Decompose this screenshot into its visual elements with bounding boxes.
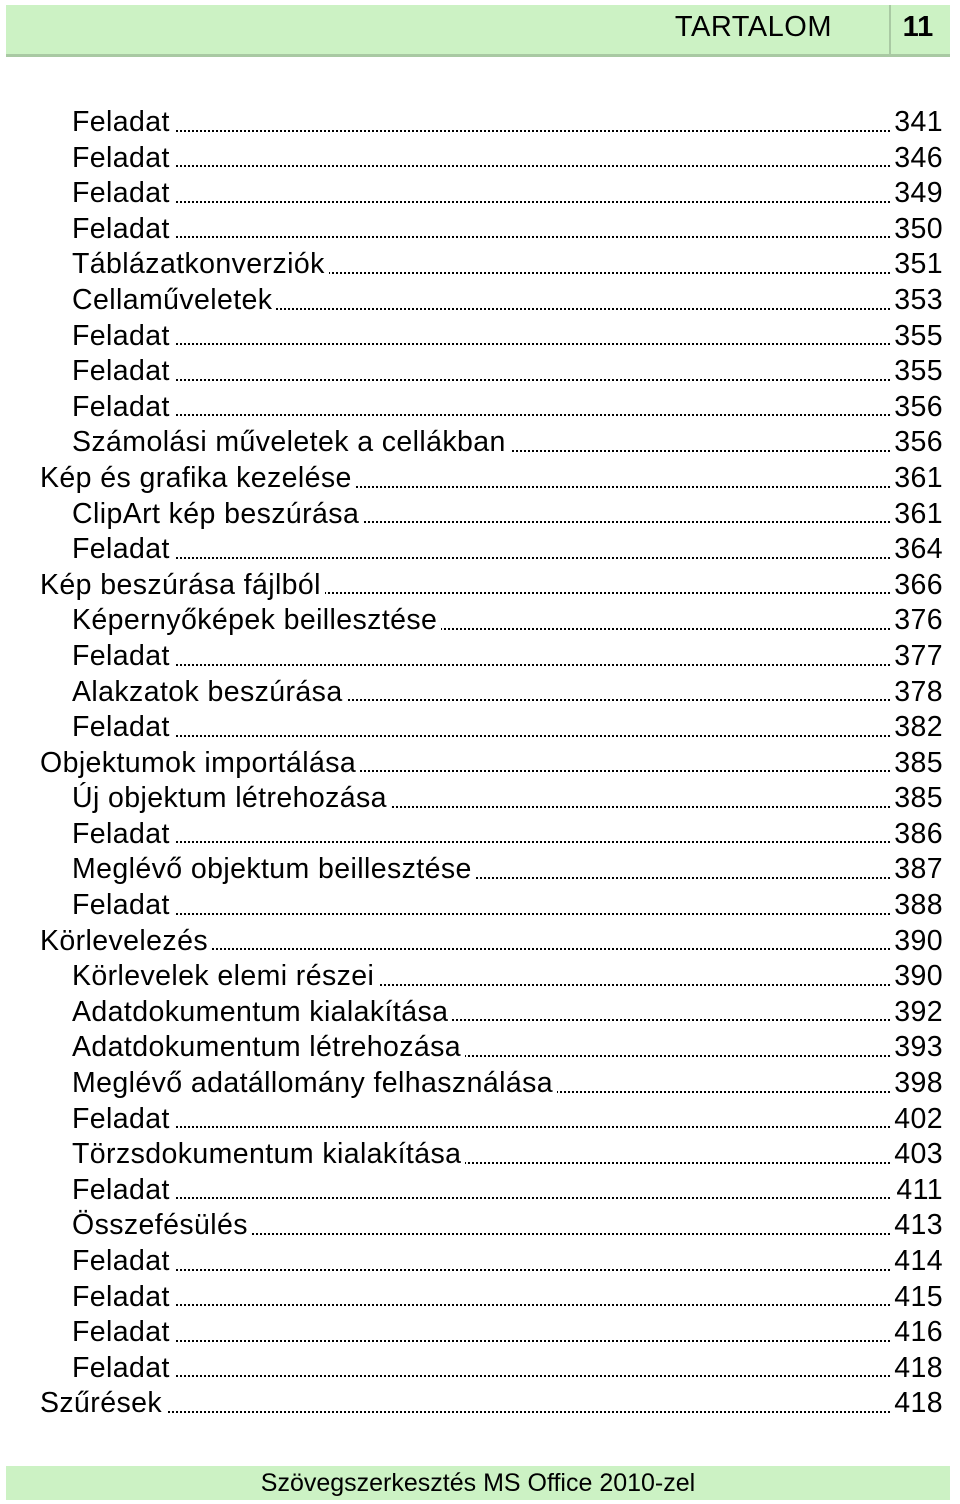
toc-entry-page: 398 xyxy=(894,1067,943,1100)
toc-entry-page: 402 xyxy=(894,1102,943,1135)
toc-entry[interactable] xyxy=(0,105,960,141)
toc-entry-page: 361 xyxy=(894,461,943,494)
toc-entry-label: Feladat xyxy=(72,1244,174,1280)
table-of-contents xyxy=(0,105,960,1422)
toc-entry-page: 416 xyxy=(894,1316,943,1349)
toc-entry[interactable] xyxy=(0,1066,960,1102)
toc-entry-page: 390 xyxy=(894,960,943,993)
dot-leader xyxy=(72,735,890,737)
toc-entry[interactable] xyxy=(0,354,960,390)
dot-leader xyxy=(72,414,890,416)
toc-entry-page: 366 xyxy=(894,568,943,601)
toc-entry[interactable] xyxy=(0,603,960,639)
toc-entry[interactable] xyxy=(0,675,960,711)
toc-entry[interactable] xyxy=(0,639,960,675)
toc-entry-label: Meglévő objektum beillesztése xyxy=(72,852,476,888)
toc-entry-label: Feladat xyxy=(72,354,174,390)
toc-entry-page: 390 xyxy=(894,924,943,957)
toc-entry-page: 378 xyxy=(894,675,943,708)
toc-entry-page: 418 xyxy=(894,1387,943,1420)
toc-entry-label: Táblázatkonverziók xyxy=(72,247,329,283)
dot-leader xyxy=(72,1304,890,1306)
toc-entry[interactable] xyxy=(0,1102,960,1138)
toc-entry-label: ClipArt kép beszúrása xyxy=(72,497,363,533)
toc-entry[interactable] xyxy=(0,568,960,604)
toc-entry-label: Körlevelek elemi részei xyxy=(72,959,378,995)
toc-entry-label: Körlevelezés xyxy=(40,924,212,960)
toc-entry-page: 392 xyxy=(894,995,943,1028)
toc-entry[interactable] xyxy=(0,532,960,568)
toc-entry-label: Cellaműveletek xyxy=(72,283,276,319)
toc-entry-label: Objektumok importálása xyxy=(40,746,360,782)
dot-leader xyxy=(72,557,890,559)
toc-entry-page: 387 xyxy=(894,853,943,886)
toc-entry[interactable] xyxy=(0,319,960,355)
toc-entry-label: Törzsdokumentum kialakítása xyxy=(72,1137,465,1173)
toc-entry-label: Feladat xyxy=(72,176,174,212)
toc-entry-label: Szűrések xyxy=(40,1386,166,1422)
toc-entry-page: 376 xyxy=(894,604,943,637)
toc-entry[interactable] xyxy=(0,924,960,960)
toc-entry-page: 386 xyxy=(894,817,943,850)
dot-leader xyxy=(72,379,890,381)
toc-entry[interactable] xyxy=(0,959,960,995)
toc-entry-label: Feladat xyxy=(72,639,174,675)
toc-entry-label: Feladat xyxy=(72,1102,174,1138)
toc-entry-label: Feladat xyxy=(72,390,174,426)
toc-entry-label: Feladat xyxy=(72,319,174,355)
toc-entry[interactable] xyxy=(0,141,960,177)
toc-entry-page: 385 xyxy=(894,746,943,779)
toc-entry[interactable] xyxy=(0,1208,960,1244)
toc-entry-page: 346 xyxy=(894,141,943,174)
toc-entry[interactable] xyxy=(0,710,960,746)
toc-entry-page: 353 xyxy=(894,283,943,316)
toc-entry-page: 413 xyxy=(894,1209,943,1242)
toc-entry[interactable] xyxy=(0,995,960,1031)
dot-leader xyxy=(72,664,890,666)
toc-entry-page: 385 xyxy=(894,782,943,815)
toc-entry-page: 364 xyxy=(894,533,943,566)
toc-entry-page: 393 xyxy=(894,1031,943,1064)
page-header xyxy=(6,5,950,57)
toc-entry-page: 351 xyxy=(894,248,943,281)
toc-entry-page: 350 xyxy=(894,212,943,245)
toc-entry-page: 341 xyxy=(894,106,943,138)
page-footer xyxy=(6,1466,950,1500)
toc-entry-label: Feladat xyxy=(72,212,174,248)
dot-leader xyxy=(72,343,890,345)
dot-leader xyxy=(72,841,890,843)
toc-entry-label: Feladat xyxy=(72,1351,174,1387)
toc-entry[interactable] xyxy=(0,497,960,533)
toc-entry-label: Kép és grafika kezelése xyxy=(40,461,356,497)
toc-entry-label: Kép beszúrása fájlból xyxy=(40,568,325,604)
toc-entry-page: 415 xyxy=(894,1280,943,1313)
dot-leader xyxy=(72,236,890,238)
toc-entry[interactable] xyxy=(0,888,960,924)
dot-leader xyxy=(72,130,890,132)
toc-entry-label: Feladat xyxy=(72,141,174,177)
toc-entry[interactable] xyxy=(0,1173,960,1209)
dot-leader xyxy=(72,1340,890,1342)
toc-entry-page: 388 xyxy=(894,889,943,922)
toc-entry-label: Adatdokumentum létrehozása xyxy=(72,1030,465,1066)
toc-entry-page: 403 xyxy=(894,1138,943,1171)
toc-entry-label: Képernyőképek beillesztése xyxy=(72,603,441,639)
toc-entry[interactable] xyxy=(0,1137,960,1173)
toc-entry-label: Feladat xyxy=(72,888,174,924)
toc-entry[interactable] xyxy=(0,390,960,426)
toc-entry-label: Feladat xyxy=(72,817,174,853)
toc-entry[interactable] xyxy=(0,852,960,888)
toc-entry-label: Meglévő adatállomány felhasználása xyxy=(72,1066,557,1102)
section-title: TARTALOM xyxy=(674,11,832,43)
toc-entry[interactable] xyxy=(0,212,960,248)
toc-entry[interactable] xyxy=(0,1386,960,1422)
dot-leader xyxy=(72,165,890,167)
toc-entry[interactable] xyxy=(0,746,960,782)
dot-leader xyxy=(72,201,890,203)
toc-entry-page: 349 xyxy=(894,177,943,210)
toc-entry-label: Új objektum létrehozása xyxy=(72,781,391,817)
toc-entry-label: Adatdokumentum kialakítása xyxy=(72,995,452,1031)
toc-entry-label: Összefésülés xyxy=(72,1208,252,1244)
toc-entry-page: 414 xyxy=(894,1245,943,1277)
toc-entry-page: 361 xyxy=(894,497,943,530)
toc-entry[interactable] xyxy=(0,1280,960,1316)
toc-entry-label: Számolási műveletek a cellákban xyxy=(72,425,510,461)
toc-entry-label: Feladat xyxy=(72,710,174,746)
dot-leader xyxy=(72,913,890,915)
toc-entry[interactable] xyxy=(0,817,960,853)
toc-entry-label: Feladat xyxy=(72,1280,174,1316)
toc-entry-page: 411 xyxy=(896,1173,943,1206)
toc-entry[interactable] xyxy=(0,425,960,461)
toc-entry-page: 356 xyxy=(894,390,943,423)
toc-entry-label: Feladat xyxy=(72,1173,174,1209)
toc-entry-page: 355 xyxy=(894,355,943,388)
toc-entry[interactable] xyxy=(0,283,960,319)
toc-entry[interactable] xyxy=(0,1315,960,1351)
toc-entry[interactable] xyxy=(0,1351,960,1387)
dot-leader xyxy=(72,1197,890,1199)
toc-entry-label: Feladat xyxy=(72,532,174,568)
dot-leader xyxy=(72,1126,890,1128)
footer-text: Szövegszerkesztés MS Office 2010-zel xyxy=(260,1469,696,1497)
toc-entry[interactable] xyxy=(0,1030,960,1066)
dot-leader xyxy=(72,1375,890,1377)
dot-leader xyxy=(72,1269,890,1271)
toc-entry[interactable] xyxy=(0,781,960,817)
toc-entry-page: 356 xyxy=(894,426,943,459)
toc-entry[interactable] xyxy=(0,176,960,212)
toc-entry-page: 382 xyxy=(894,711,943,744)
toc-entry[interactable] xyxy=(0,461,960,497)
dot-leader xyxy=(40,1411,890,1413)
toc-entry-page: 418 xyxy=(894,1351,943,1384)
toc-entry-label: Alakzatok beszúrása xyxy=(72,675,347,711)
toc-entry[interactable] xyxy=(0,1244,960,1280)
toc-entry-label: Feladat xyxy=(72,105,174,141)
toc-entry[interactable] xyxy=(0,247,960,283)
page-number: 11 xyxy=(902,11,934,43)
toc-entry-page: 377 xyxy=(894,639,943,672)
toc-entry-page: 355 xyxy=(894,319,943,352)
toc-entry-label: Feladat xyxy=(72,1315,174,1351)
